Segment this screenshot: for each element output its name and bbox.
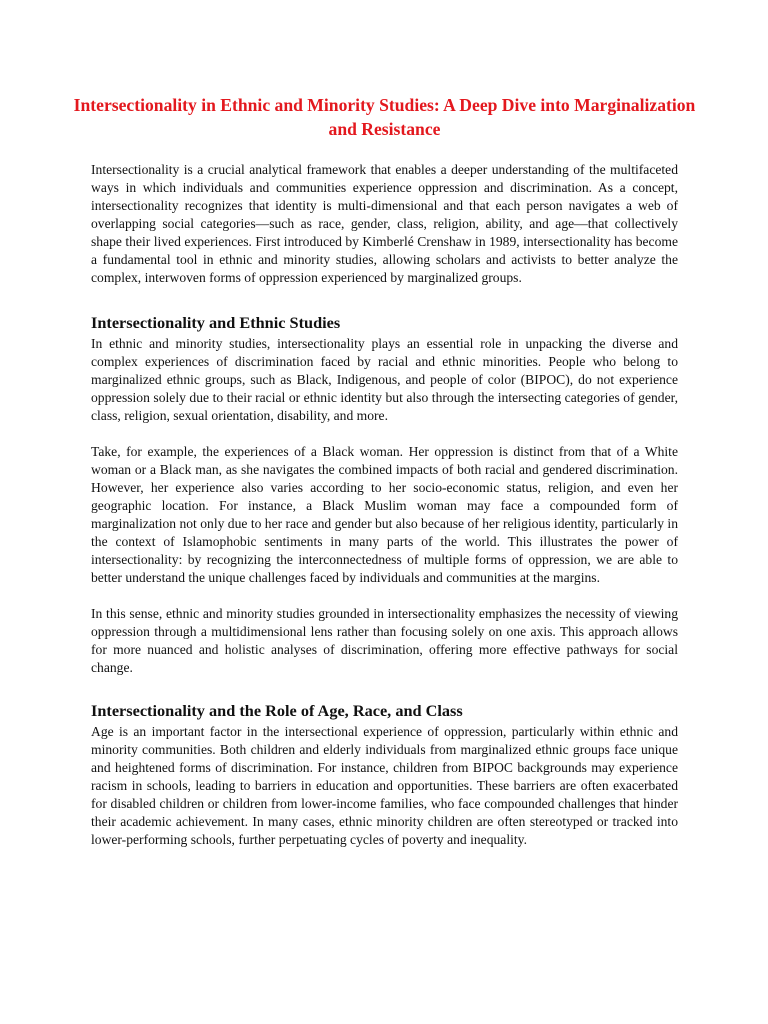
body-paragraph: Take, for example, the experiences of a Black woman. Her oppression is distinct from that of a White woman or a Black man, as she navigates the combined impacts of both racial and gendered discrimination. However, her experience also varies according to her socio-economic status, religion, and even her geographic location. For instance, a Black Muslim woman may face a compounded form of marginalization not only due to her race and gender but also because of her religious identity, particularly in the context of Islamophobic sentiments in many parts of the world. This illustrates the power of intersectionality: by recognizing the interconnectedness of multiple forms of oppression, we are able to better understand the unique challenges faced by individuals and communities at the margins. (91, 444, 678, 585)
document-page (73, 93, 696, 849)
document-title: Intersectionality in Ethnic and Minority Studies: A Deep Dive into Marginalization and Resistance (73, 95, 696, 139)
section-age-race-class (91, 701, 678, 849)
section-heading: Intersectionality and Ethnic Studies (91, 313, 341, 332)
body-paragraph: Age is an important factor in the intersectional experience of oppression, particularly within ethnic and minority communities. Both children and elderly individuals from marginalized ethnic groups face unique and heightened forms of discrimination. For instance, children from BIPOC backgrounds may experience racism in schools, leading to barriers in education and opportunities. These barriers are often exacerbated for disabled children or children from lower-income families, who face compounded challenges that hinder their academic achievement. In many cases, ethnic minority children are often stereotyped or tracked into lower-performing schools, further perpetuating cycles of poverty and inequality. (91, 724, 678, 847)
body-paragraph: In ethnic and minority studies, intersectionality plays an essential role in unpacking the diverse and complex experiences of discrimination faced by racial and ethnic minorities. People who belong to marginalized ethnic groups, such as Black, Indigenous, and people of color (BIPOC), do not experience oppression solely due to their racial or ethnic identity but also through the intersecting categories of gender, class, religion, sexual orientation, disability, and more. (91, 336, 678, 423)
section-ethnic-studies (91, 313, 678, 677)
intro-paragraph: Intersectionality is a crucial analytical framework that enables a deeper understanding of the multifaceted ways in which individuals and communities experience oppression and discrimination. As a concept, intersectionality recognizes that identity is multi-dimensional and that each person navigates a web of overlapping social categories—such as race, gender, class, religion, ability, and age—that collectively shape their lived experiences. First introduced by Kimberlé Crenshaw in 1989, intersectionality has become a fundamental tool in ethnic and minority studies, allowing scholars and activists to better analyze the complex, interwoven forms of oppression experienced by marginalized groups. (91, 162, 678, 285)
section-heading: Intersectionality and the Role of Age, Race, and Class (91, 701, 463, 720)
body-paragraph: In this sense, ethnic and minority studies grounded in intersectionality emphasizes the necessity of viewing oppression through a multidimensional lens rather than focusing solely on one axis. This approach allows for more nuanced and holistic analyses of discrimination, offering more effective pathways for social change. (91, 606, 678, 675)
